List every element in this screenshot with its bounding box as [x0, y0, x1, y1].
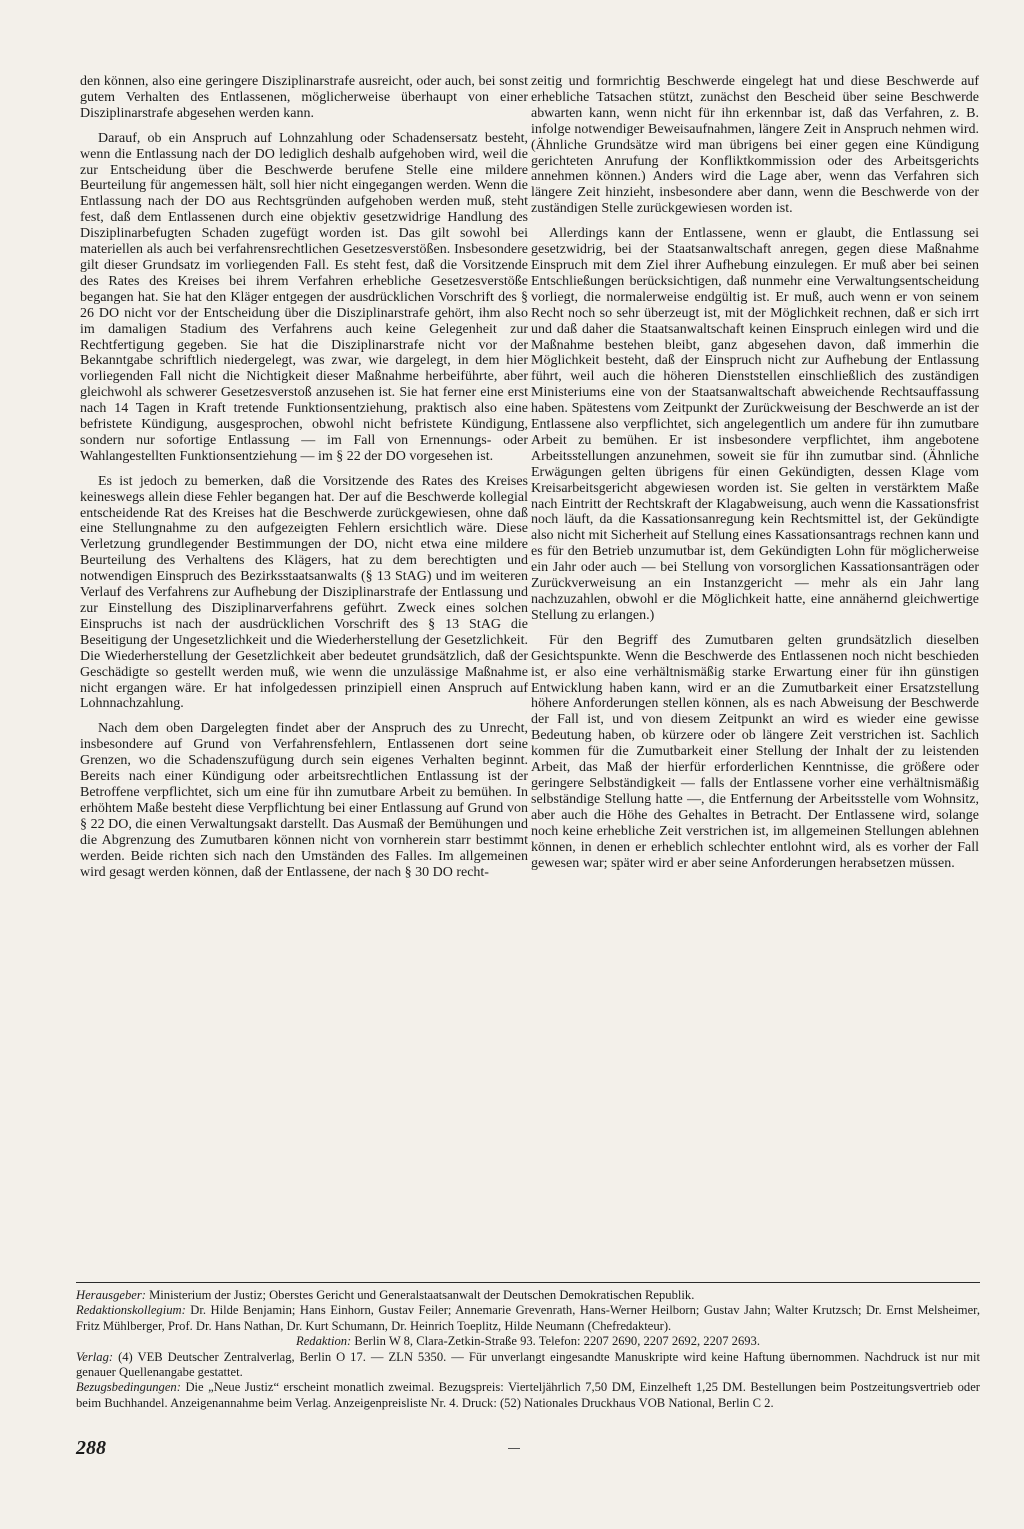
imprint-text: (4) VEB Deutscher Zentralverlag, Berlin O 17. — ZLN 5350. — Für unverlangt eingesandte Manuskripte wird keine Haftung übernommen. Nachdruck ist nur mit genauer Quellenangabe gestattet. — [76, 1349, 980, 1380]
paragraph: zeitig und formrichtig Beschwerde eingelegt hat und diese Beschwerde auf erhebliche Tatsachen stützt, zunächst den Bescheid über seine Beschwerde abwarten kann, wenn nicht für ihn erkennbar ist, daß das Verfahren, z. B. infolge notwendiger Beweisaufnahmen, längere Zeit in Anspruch nehmen wird. (Ähnliche Grundsätze wird man übrigens bei einer gegen eine Kündigung gerichteten Anrufung der Konfliktkommission oder des Arbeitsgerichts annehmen können.) Anders wird die Lage aber, wenn das Verfahren sich längere Zeit hinzieht, insbesondere aber dann, wenn die Beschwerde von der zuständigen Stelle zurückgewiesen worden ist. — [531, 74, 979, 217]
footer-dash — [508, 1448, 520, 1449]
imprint-verlag — [76, 1350, 980, 1381]
imprint-herausgeber — [76, 1288, 980, 1303]
imprint-text: Ministerium der Justiz; Oberstes Gericht und Generalstaatsanwalt der Deutschen Demokratischen Republik. — [149, 1288, 695, 1302]
text-column-left — [80, 74, 528, 889]
imprint-bezug — [76, 1380, 980, 1411]
imprint-text: Berlin W 8, Clara-Zetkin-Straße 93. Telefon: 2207 2690, 2207 2692, 2207 2693. — [354, 1334, 760, 1349]
paragraph: Es ist jedoch zu bemerken, daß die Vorsitzende des Rates des Kreises keineswegs allein diese Fehler begangen hat. Der auf die Beschwerde kollegial entscheidende Rat des Kreises hat die Beschwerde zurückgewiesen, ohne daß eine Stellungnahme zu den aufgezeigten Fehlern ersichtlich wäre. Diese Verletzung grundlegender Bestimmungen der DO, nicht etwa eine mildere Beurteilung des Verhaltens des Klägers, hat zu dem berechtigten und notwendigen Einspruch des Bezirksstaatsanwalts (§ 13 StAG) und im weiteren Verlauf des Verfahrens zur Aufhebung der Disziplinarstrafe der Entlassung und zur Einstellung des Disziplinarverfahrens geführt. Zweck eines solchen Einspruchs ist nach der ausdrücklichen Vorschrift des § 13 StAG die Beseitigung der Ungesetzlichkeit und die Wiederherstellung der Gesetzlichkeit. Die Wiederherstellung der Gesetzlichkeit aber bedeutet grundsätzlich, daß der Geschädigte so gestellt werden muß, wie wenn die unzulässige Maßnahme nicht ergangen wäre. Er hat infolgedessen prinzipiell einen Anspruch auf Lohnnachzahlung. — [80, 473, 528, 712]
text-column-right — [531, 74, 979, 880]
paragraph: den können, also eine geringere Disziplinarstrafe ausreicht, oder auch, bei sonst gutem Verhalten des Entlassenen, möglicherweise überhaupt von einer Disziplinarstrafe abgesehen werden kann. — [80, 74, 528, 121]
imprint-label: Redaktion: — [296, 1334, 352, 1349]
paragraph: Für den Begriff des Zumutbaren gelten grundsätzlich dieselben Gesichtspunkte. Wenn die Beschwerde des Entlassenen noch nicht beschieden ist, er also eine verhältnismäßig starke Erwartung einer für ihn günstigen Entwicklung haben kann, wird er an die Zumutbarkeit einer Ersatzstellung höhere Anforderungen stellen können, als es nach Abweisung der Beschwerde der Fall ist, und von diesem Zeitpunkt an wird es wieder eine gewisse Bedeutung haben, ob kürzere oder ob längere Zeit verstrichen ist. Sachlich kommen für die Zumutbarkeit einer Stellung der Inhalt der zu leistenden Arbeit, das Maß der hierfür erforderlichen Kenntnisse, die größere oder geringere Selbständigkeit — falls der Entlassene vorher eine verhältnismäßig selbständige Stellung hatte —, die Entfernung der Arbeitsstelle vom Wohnsitz, aber auch die Höhe des Gehaltes in Betracht. Der Entlassene wird, solange noch keine erhebliche Zeit verstrichen ist, im allgemeinen Stellungen ablehnen können, in denen er erheblich schlechter entlohnt wird, als es vorher der Fall gewesen war; später wird er aber seine Anforderungen herabsetzen müssen. — [531, 632, 979, 871]
paragraph: Darauf, ob ein Anspruch auf Lohnzahlung oder Schadensersatz besteht, wenn die Entlassung nach der DO lediglich deshalb aufgehoben wird, weil die zur Entscheidung über die Beschwerde berufene Stelle eine mildere Beurteilung für angemessen hält, soll hier nicht eingegangen werden. Wenn die Entlassung nach der DO aus Rechtsgründen aufgehoben werden muß, steht fest, daß dem Entlassenen durch eine objektiv gesetzwidrige Handlung des Disziplinarbefugten Schaden zugefügt worden ist. Das gilt sowohl bei materiellen als auch bei verfahrensrechtlichen Gesetzesverstößen. Insbesondere gilt dieser Grundsatz im vorliegenden Fall. Es steht fest, daß die Vorsitzende des Rates des Kreises bei ihrem Verfahren erhebliche Gesetzesverstöße begangen hat. Sie hat den Kläger entgegen der ausdrücklichen Vorschrift des § 26 DO nicht vor der Entscheidung über die Disziplinarstrafe gehört, ihm also im damaligen Stadium des Verfahrens auch keine Gelegenheit zur Rechtfertigung gegeben. Sie hat die Disziplinarstrafe nicht vor der Bekanntgabe schriftlich niedergelegt, was zwar, wie dargelegt, in dem hier vorliegenden Fall nicht die Nichtigkeit dieser Maßnahme herbeiführte, aber gleichwohl als schwerer Gesetzesverstoß anzusehen ist. Sie hat ferner eine erst nach 14 Tagen in Kraft tretende Funktionsentziehung, praktisch also eine befristete Kündigung, ausgesprochen, obwohl nicht befristete Kündigung, sondern nur sofortige Entlassung — im Fall von Ernennungs- oder Wahlangestellten Funktionsentziehung — im § 22 der DO vorgesehen ist. — [80, 130, 528, 464]
imprint-text: Dr. Hilde Benjamin; Hans Einhorn, Gustav Feiler; Annemarie Grevenrath, Hans-Werner Heilborn; Gustav Jahn; Walter Krutzsch; Dr. Ernst Melsheimer, Fritz Mühlberger, Prof. Dr. Hans Nathan, Dr. Kurt Schumann, Dr. Heinrich Toeplitz, Hilde Neumann (Chefredakteur). — [76, 1303, 980, 1333]
imprint-label: Herausgeber: — [76, 1288, 146, 1302]
paragraph: Allerdings kann der Entlassene, wenn er glaubt, die Entlassung sei gesetzwidrig, bei der Staatsanwaltschaft anregen, gegen diese Maßnahme Einspruch mit dem Ziel ihrer Aufhebung einzulegen. Er muß aber bei seinen Entschließungen berücksichtigen, daß nunmehr eine Verwaltungsentscheidung vorliegt, die normalerweise endgültig ist. Er muß, auch wenn er von seinem Recht noch so sehr überzeugt ist, mit der Möglichkeit rechnen, daß er sich irrt und daß daher die Staatsanwaltschaft keinen Einspruch einlegen wird und die Maßnahme bestehen bleibt, ganz abgesehen davon, daß immerhin die Möglichkeit besteht, daß der Einspruch nicht zur Aufhebung der Entlassung führt, weil auch die höheren Dienststellen einschließlich des zuständigen Ministeriums eine von der Staatsanwaltschaft abweichende Rechtsauffassung haben. Spätestens vom Zeitpunkt der Zurückweisung der Beschwerde an ist der Entlassene also verpflichtet, sich angelegentlich um andere für ihn zumutbare Arbeit zu bemühen. Er ist insbesondere verpflichtet, ihm angebotene Arbeitsstellungen anzunehmen, soweit sie für ihn zumutbar sind. (Ähnliche Erwägungen gelten übrigens für einen Gekündigten, dessen Klage vom Kreisarbeitsgericht abgewiesen worden ist. Sie gelten in verstärktem Maße nach Eintritt der Rechtskraft der Klagabweisung, auch wenn die Kassationsfrist noch läuft, da die Kassationsanregung kein Rechtsmittel ist, der Gekündigte also nicht mit Sicherheit auf Stellung eines Kassationsantrags rechnen kann und es für den Betrieb unzumutbar ist, dem Gekündigten Lohn für möglicherweise ein Jahr oder auch — bei Stellung von vorsorglichen Kassationsanträgen oder Zurückverweisung an ein Instanzgericht — mehr als ein Jahr lang nachzuzahlen, obwohl er die Möglichkeit hatte, eine annähernd gleichwertige Stellung zu erlangen.) — [531, 226, 979, 623]
imprint-label: Verlag: — [76, 1349, 114, 1364]
imprint-kollegium — [76, 1303, 980, 1334]
imprint-label: Bezugsbedingungen: — [76, 1380, 181, 1395]
imprint-text: Die „Neue Justiz“ erscheint monatlich zweimal. Bezugspreis: Vierteljährlich 7,50 DM, Einzelheft 1,25 DM. Bestellungen beim Postzeitungsvertrieb oder beim Buchhandel. Anzeigenannahme beim Verlag. Anzeigenpreisliste Nr. 4. Druck: (52) Nationales Druckhaus VOB National, Berlin C 2. — [76, 1380, 980, 1410]
imprint-redaktion — [76, 1334, 980, 1349]
imprint-label: Redaktionskollegium: — [76, 1303, 186, 1318]
paragraph: Nach dem oben Dargelegten findet aber der Anspruch des zu Unrecht, insbesondere auf Grund von Verfahrensfehlern, Entlassenen dort seine Grenzen, wo die Schadenszufügung durch sein eigenes Verhalten beginnt. Bereits nach einer Kündigung oder arbeitsrechtlichen Entlassung ist der Betroffene verpflichtet, sich um eine für ihn zumutbare Arbeit zu bemühen. In erhöhtem Maße besteht diese Verpflichtung bei einer Entlassung auf Grund von § 22 DO, die einen Verwaltungsakt darstellt. Das Ausmaß der Bemühungen und die Abgrenzung des Zumutbaren können nicht von vornherein starr bestimmt werden. Beide richten sich nach den Umständen des Falles. Im allgemeinen wird gesagt werden können, daß der Entlassene, der nach § 30 DO recht- — [80, 721, 528, 880]
imprint-block — [76, 1288, 980, 1411]
imprint-divider — [76, 1282, 980, 1283]
page-number: 288 — [76, 1437, 106, 1459]
